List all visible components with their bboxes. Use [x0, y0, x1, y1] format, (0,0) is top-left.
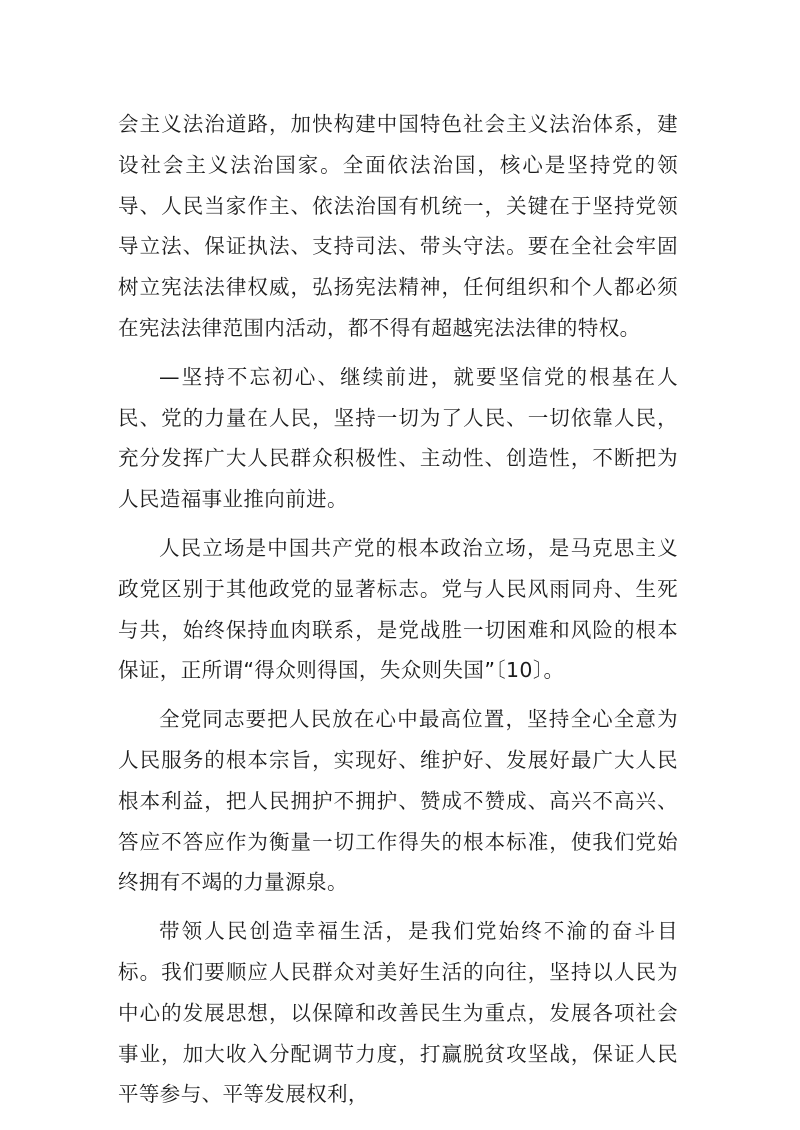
body-text [118, 104, 678, 1123]
paragraph-2: —坚持不忘初心、继续前进，就要坚信党的根基在人民、党的力量在人民，坚持一切为了人民、一切依靠人民，充分发挥广大人民群众积极性、主动性、创造性，不断把为人民造福事业推向前进。 [118, 364, 678, 512]
paragraph-1: 会主义法治道路，加快构建中国特色社会主义法治体系，建设社会主义法治国家。全面依法治国，核心是坚持党的领导、人民当家作主、依法治国有机统一，关键在于坚持党领导立法、保证执法、支持司法、带头守法。要在全社会牢固树立宪法法律权威，弘扬宪法精神，任何组织和个人都必须在宪法法律范围内活动，都不得有超越宪法法律的特权。 [118, 112, 678, 340]
paragraph-3: 人民立场是中国共产党的根本政治立场，是马克思主义政党区别于其他政党的显著标志。党与人民风雨同舟、生死与共，始终保持血肉联系，是党战胜一切困难和风险的根本保证，正所谓“得众则得国，失众则失国”〔10〕。 [118, 535, 678, 683]
paragraph-5: 带领人民创造幸福生活，是我们党始终不渝的奋斗目标。我们要顺应人民群众对美好生活的向往，坚持以人民为中心的发展思想，以保障和改善民生为重点，发展各项社会事业，加大收入分配调节力度，打赢脱贫攻坚战，保证人民平等参与、平等发展权利， [118, 919, 678, 1107]
paragraph-4: 全党同志要把人民放在心中最高位置，坚持全心全意为人民服务的根本宗旨，实现好、维护好、发展好最广大人民根本利益，把人民拥护不拥护、赞成不赞成、高兴不高兴、答应不答应作为衡量一切工作得失的根本标准，使我们党始终拥有不竭的力量源泉。 [118, 707, 678, 895]
